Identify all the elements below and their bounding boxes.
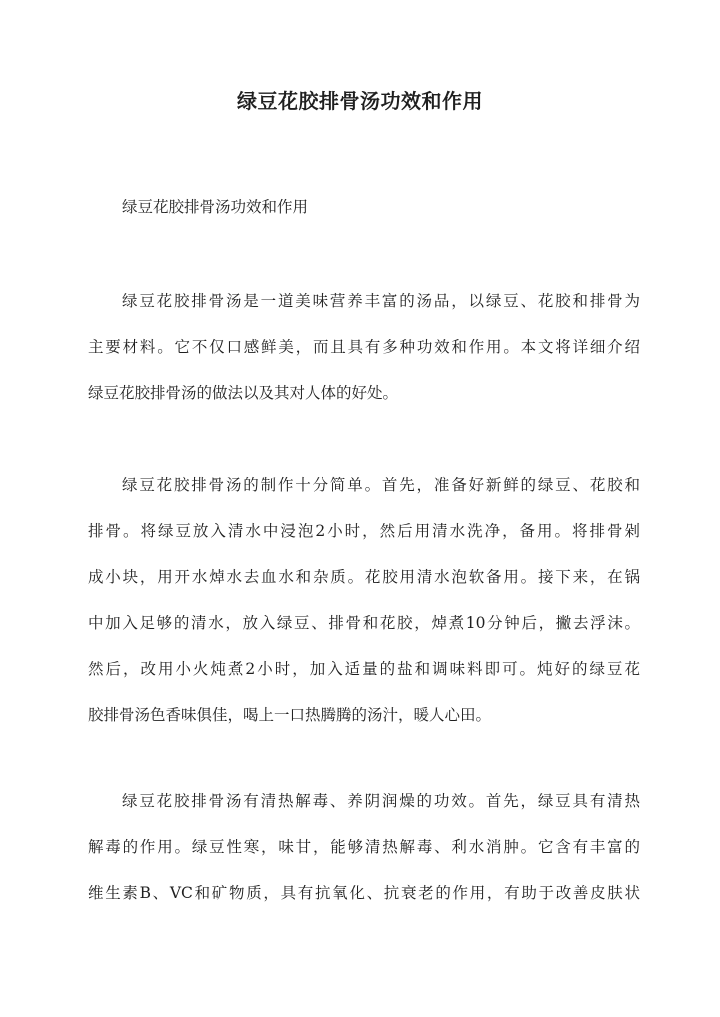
paragraph-line: 绿豆花胶排骨汤的制作十分简单。首先，准备好新鲜的绿豆、花胶和 [122, 476, 640, 494]
paragraph-line: 绿豆花胶排骨汤是一道美味营养丰富的汤品，以绿豆、花胶和排骨为 [122, 292, 640, 310]
paragraph-line: 解毒的作用。绿豆性寒，味甘，能够清热解毒、利水消肿。它含有丰富的 [88, 838, 640, 856]
paragraph-intro [88, 286, 640, 424]
paragraph-line: 胶排骨汤色香味俱佳，喝上一口热腾腾的汤汁，暖人心田。 [88, 706, 492, 724]
paragraph-line: 成小块，用开水焯水去血水和杂质。花胶用清水泡软备用。接下来，在锅 [88, 568, 640, 586]
document-subtitle: 绿豆花胶排骨汤功效和作用 [122, 198, 309, 216]
paragraph-preparation [88, 470, 640, 746]
paragraph-line: 排骨。将绿豆放入清水中浸泡2小时，然后用清水洗净，备用。将排骨剁 [88, 522, 640, 540]
document-title: 绿豆花胶排骨汤功效和作用 [237, 89, 483, 113]
paragraph-line: 绿豆花胶排骨汤有清热解毒、养阴润燥的功效。首先，绿豆具有清热 [122, 792, 640, 810]
paragraph-line: 维生素B、VC和矿物质，具有抗氧化、抗衰老的作用，有助于改善皮肤状 [88, 884, 640, 902]
paragraph-line: 主要材料。它不仅口感鲜美，而且具有多种功效和作用。本文将详细介绍 [88, 338, 640, 356]
paragraph-line: 然后，改用小火炖煮2小时，加入适量的盐和调味料即可。炖好的绿豆花 [88, 660, 640, 678]
paragraph-line: 绿豆花胶排骨汤的做法以及其对人体的好处。 [88, 384, 399, 402]
paragraph-line: 中加入足够的清水，放入绿豆、排骨和花胶，焯煮10分钟后，撇去浮沫。 [88, 614, 640, 632]
paragraph-benefits [88, 786, 640, 924]
